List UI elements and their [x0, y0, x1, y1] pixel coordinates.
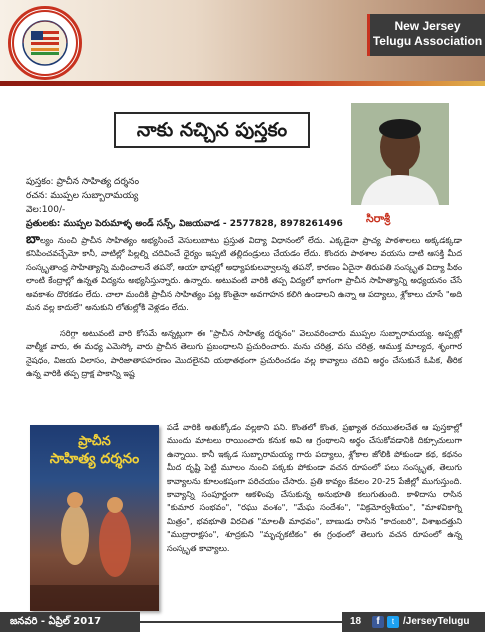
reviewer-photo [351, 103, 449, 205]
twitter-icon[interactable]: t [387, 616, 399, 628]
dropcap: బా [26, 232, 40, 247]
paragraph-3-text: పడే వారికి అతుక్కోడం వల్లకాని పని. కొంతలో కొంత, ప్రఖ్యాత రచయితలచేత ఆ పుస్తకాల్లో ముందు మాటలు రాయించారు కనుక అవి ఆ గ్రంథాలని అర్థం చేసుకోవడానికి దిక్సూచులుగా ఉన్నాయి. కానీ ఇక్కడ సుబ్బారామయ్య గారు పద్యాలు, శ్లోకాల జోలికి పోకుండా కథ, కథనం మీద దృష్టి పెట్టి మూలం నుంచి పక్కకు పోకుండా వచన రూపంలో పలు సంస్కృత, తెలుగు కావ్యాలను కూలంకషంగా పరిచయం చేసారు. ప్రతి కావ్యం కేవలం 20-25 పేజీల్లో ముగుస్తుంది. కావ్యాన్ని సంపూర్ణంగా ఆకళింపు చేసుకున్న అనుభూతి కలుగుతుంది. కాళిదాసు రాసిన "కుమార సంభవం", "రఘు వంశం", "మేఘ సందేశం", "విక్రమోర్వశీయం", "మాళవికాగ్ని మిత్రం", భవభూతి విరచిత "మాలతీ మాధవం", బాణుడు రాసిన "కాదంబరి", విశాఖదత్తుని "ముద్రారాక్షసం", శూద్రకుని "మృచ్ఛకటికం" ఈ గ్రంథంలో తెలుగు వచన రూపంలో ఉన్న సంస్కృత కావ్యాలు. [167, 422, 462, 553]
footer-social [342, 612, 485, 632]
page-number: 18 [350, 616, 362, 627]
book-cover-title [36, 433, 153, 468]
paragraph-3 [167, 421, 462, 555]
book-name-line: పుస్తకం: ప్రాచీన సాహిత్య దర్శనం [26, 177, 140, 187]
org-name-line1: New Jersey [394, 19, 461, 33]
paragraph-1-text: ల్యం నుంచి ప్రాచీన సాహిత్యం అభ్యసించే వెసులుబాటు ప్రస్తుత విద్యా విధానంలో లేదు. ఎక్కడైనా ప్రాచ్య పాఠశాలలు అక్కడక్కడా కనిపించవచ్చేమో కానీ, వాటిల్లో పిల్లల్ని చదివించే ధైర్యం ఇప్పటి తల్లిదండ్రులు చేయడం లేదు. కొందరు పాఠశాల వయసు దాటి ఆసక్తి మీద సంస్కృతాంధ్ర సాహిత్యాన్ని మధించాలనే తపనో, ఆయా భాషల్లో అధ్యాపకులవ్వాలన్న తపనో, కారణం ఏదైనా తిరుపతి సంస్కృత విద్యా పీఠం లాంటి కేంద్రాల్లో ఉన్నత విద్యను అభ్యసిస్తున్నారు. ఉన్నారు. అటువంటి వారికి తప్ప విద్యలో భాగంగా ప్రాచీన సాహిత్యాన్ని అధ్యయనం చేసే అవకాశం దొరకడం లేదు. చాలా మందికి ప్రాచీన సాహిత్యం పట్ల కొంతైనా అవగాహన కలిగి ఉండాలని ఉన్నా ఆ పద్యాలు, శ్లోకాలు చూసే "అది మన వల్ల కాదులే" అనుకుని లోతుల్లోకి వెళ్లడం లేదు. [26, 235, 462, 313]
org-name-line2: Telugu Association [372, 34, 483, 48]
paragraph-2 [26, 327, 462, 381]
price-line: వెల:100/- [26, 205, 66, 215]
organization-banner [367, 14, 485, 56]
facebook-icon[interactable]: f [372, 616, 384, 628]
nj-telugu-association-logo [8, 6, 82, 80]
author-line: రచన: ముప్పల సుబ్బారామయ్య [26, 191, 139, 201]
footer-issue [0, 612, 140, 632]
article-title-box [114, 112, 310, 148]
issue-date: జనవరి - ఏప్రిల్ 2017 [10, 616, 102, 627]
book-cover-image [30, 425, 159, 611]
book-cover-title-line2: సాహిత్య దర్శనం [49, 451, 140, 467]
reviewer-name: సిరాశ్రీ [366, 212, 391, 225]
book-cover-title-line1: ప్రాచీన [78, 434, 111, 449]
publisher-line: ప్రతులకు: ముప్పల పెరుమాళ్ళ అండ్ సన్స్, విజయవాడ - 2577828, 8978261496 [26, 219, 343, 229]
footer-divider [140, 621, 342, 623]
article-title: నాకు నచ్చిన పుస్తకం [136, 119, 288, 141]
paragraph-1 [26, 233, 462, 314]
social-handle[interactable]: /JerseyTelugu [403, 616, 470, 627]
paragraph-2-text: సరిగ్గా అటువంటి వారి కోసమే అన్నట్లుగా ఈ "ప్రాచీన సాహిత్య దర్శనం" వెలువరించారు ముప్పల సుబ్బారామయ్య. అప్పట్లో వాల్మీక వారు, ఈ మధ్య ఎమెస్కో వారు ప్రాచీన తెలుగు ప్రబంధాలని ప్రచురించారు. మను చరిత్ర, వసు చరిత్ర, ఆముక్త మాల్యద, శృంగార నైషధం, విజయ విలాసం, పారిజాతాపహరణం మొదలైనవి యథాతథంగా ప్రచురించడం వల్ల కావ్యాలు చదివి అర్థం చేసుకునే ఓపిక, తీరిక ఉన్న వారికి తప్ప ద్రాక్ష పాకాన్ని ఇష్ట [26, 328, 462, 379]
